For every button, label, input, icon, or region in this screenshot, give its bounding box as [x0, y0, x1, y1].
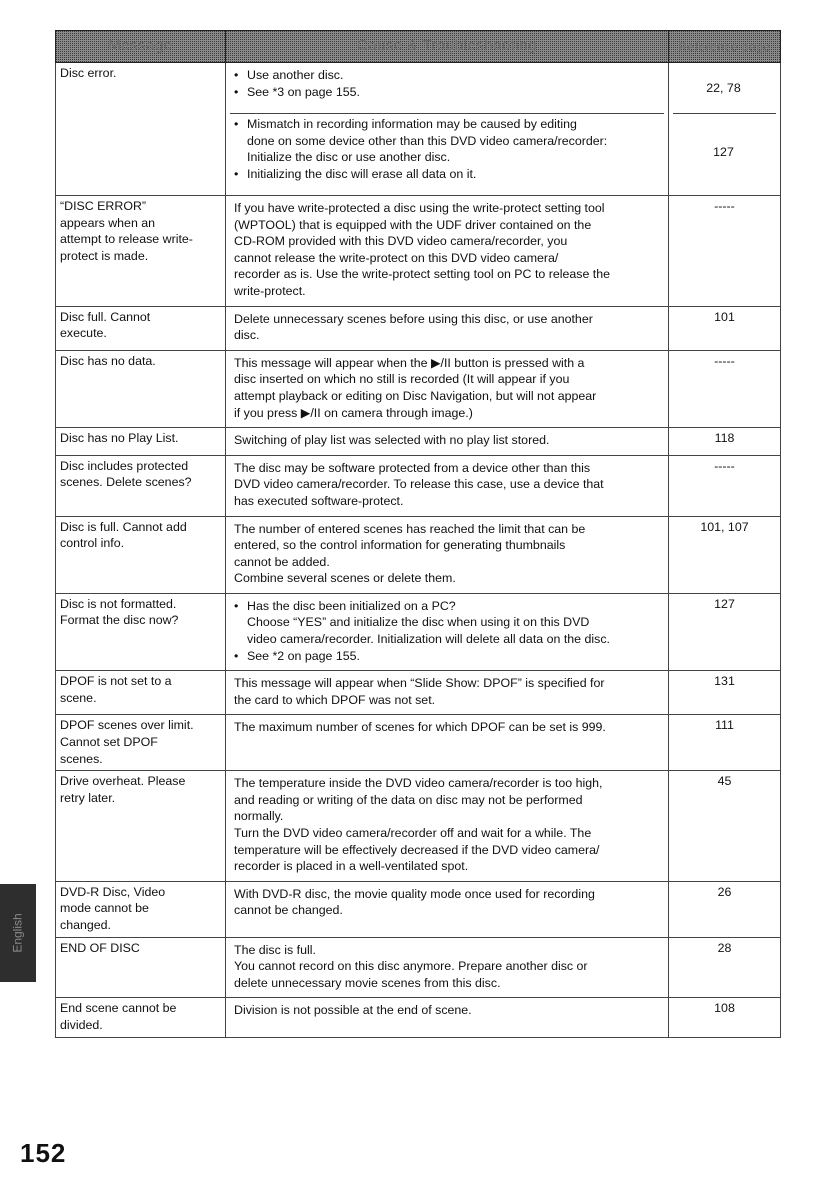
message-cell [56, 671, 226, 715]
cause-line: DVD video camera/recorder. To release this case, use a device that [234, 477, 604, 492]
reference-cell: 118 [669, 428, 781, 456]
cause-paragraph [234, 432, 658, 449]
cause-line: • See *3 on page 155. [234, 84, 658, 101]
cause-line: The temperature inside the DVD video camera/recorder is too high, [234, 776, 603, 791]
cause-line: entered, so the control information for generating thumbnails [234, 538, 566, 553]
message-cell [56, 196, 226, 307]
cause-paragraph [234, 675, 658, 708]
message-line: Disc is not formatted. [60, 596, 177, 611]
message-line: Disc has no Play List. [60, 431, 179, 446]
cause-line: done on some device other than this DVD video camera/recorder: [247, 133, 608, 148]
message-line: DVD-R Disc, Video [60, 884, 166, 899]
message-line: divided. [60, 1017, 103, 1032]
cause-line: You cannot record on this disc anymore. Prepare another disc or [234, 959, 588, 974]
cause-line: recorder is placed in a well-ventilated spot. [234, 859, 469, 874]
cause-cell [226, 350, 669, 427]
cause-line: Initialize the disc or use another disc. [247, 150, 451, 165]
message-line: Disc includes protected [60, 458, 189, 473]
reference-value: 127 [673, 113, 776, 192]
message-line: DPOF is not set to a [60, 674, 172, 689]
cause-line: • Has the disc been initialized on a PC? [234, 598, 658, 615]
cause-line: The maximum number of scenes for which DPOF can be set is 999. [234, 720, 606, 735]
message-cell [56, 455, 226, 516]
cause-line: If you have write-protected a disc using the write-protect setting tool [234, 201, 605, 215]
reference-cell: 28 [669, 937, 781, 998]
cause-group [230, 430, 664, 452]
reference-cell: 111 [669, 715, 781, 771]
message-line: Drive overheat. Please [60, 774, 186, 789]
table-row [56, 671, 781, 715]
message-line: attempt to release write- [60, 232, 193, 247]
cause-group [230, 65, 664, 113]
cause-line: The disc is full. [234, 942, 316, 957]
cause-paragraph [234, 886, 658, 919]
cause-line: disc inserted on which no still is recorded (It will appear if you [234, 372, 570, 387]
message-cell [56, 350, 226, 427]
cause-group [230, 198, 664, 303]
table-row [56, 428, 781, 456]
cause-line: The number of entered scenes has reached the limit that can be [234, 521, 586, 536]
cause-line: cannot be added. [234, 554, 330, 569]
header-reference: Reference page [669, 31, 781, 63]
header-cause: Cause & Troubleshooting [226, 31, 669, 63]
bullet-item [234, 116, 658, 166]
message-line: Cannot set DPOF [60, 735, 158, 750]
cause-line: and reading or writing of the data on disc may not be performed [234, 792, 583, 807]
cause-line: the card to which DPOF was not set. [234, 692, 436, 707]
reference-cell: 26 [669, 881, 781, 937]
cause-line: • Initializing the disc will erase all data on it. [234, 166, 658, 183]
cause-line: Choose “YES” and initialize the disc when using it on this DVD [247, 615, 590, 630]
message-line: Disc error. [60, 66, 117, 80]
reference-cell: ----- [669, 455, 781, 516]
cause-paragraph [234, 719, 658, 736]
message-line: execute. [60, 326, 107, 341]
bullet-item [234, 648, 658, 665]
table-body [56, 63, 781, 1038]
message-line: scenes. [60, 751, 103, 766]
table-row [56, 881, 781, 937]
cause-group [230, 884, 664, 922]
cause-line: disc. [234, 328, 260, 343]
cause-paragraph [234, 775, 658, 875]
cause-paragraph [234, 942, 658, 992]
cause-cell [226, 63, 669, 196]
cause-paragraph [234, 1002, 658, 1019]
cause-cell [226, 937, 669, 998]
cause-line: Turn the DVD video camera/recorder off and wait for a while. The [234, 826, 592, 840]
cause-line: This message will appear when the ▶/II button is pressed with a [234, 355, 585, 370]
cause-paragraph [234, 355, 658, 421]
page-number: 152 [20, 1138, 67, 1168]
troubleshooting-table-container [55, 30, 780, 1038]
cause-group [230, 596, 664, 667]
cause-line: recorder as is. Use the write-protect setting tool on PC to release the [234, 267, 611, 282]
cause-group [230, 717, 664, 739]
message-line: End scene cannot be [60, 1001, 177, 1016]
cause-paragraph [234, 311, 658, 344]
reference-cell: 101, 107 [669, 516, 781, 593]
bullet-item [234, 166, 658, 183]
table-row [56, 593, 781, 670]
message-cell [56, 516, 226, 593]
cause-line: Division is not possible at the end of scene. [234, 1003, 472, 1018]
table-row [56, 455, 781, 516]
reference-cell: ----- [669, 196, 781, 307]
cause-line: attempt playback or editing on Disc Navigation, but will not appear [234, 388, 597, 403]
message-line: Format the disc now? [60, 613, 179, 628]
cause-line: This message will appear when “Slide Show: DPOF” is specified for [234, 676, 605, 691]
cause-group [230, 940, 664, 995]
cause-line: The disc may be software protected from a device other than this [234, 460, 591, 475]
cause-line: normally. [234, 809, 284, 824]
table-row [56, 715, 781, 771]
cause-group [230, 1000, 664, 1022]
cause-line: delete unnecessary movie scenes from this disc. [234, 975, 501, 990]
message-line: END OF DISC [60, 940, 140, 955]
cause-line: has executed software-protect. [234, 493, 404, 508]
cause-paragraph [234, 200, 658, 300]
cause-cell [226, 455, 669, 516]
cause-line: Switching of play list was selected with no play list stored. [234, 433, 550, 448]
table-row [56, 937, 781, 998]
message-line: mode cannot be [60, 901, 149, 916]
cause-group [230, 458, 664, 513]
cause-paragraph [234, 460, 658, 510]
cause-line: • Use another disc. [234, 67, 658, 84]
message-cell [56, 937, 226, 998]
cause-paragraph [234, 521, 658, 587]
cause-line: temperature will be effectively decreased if the DVD video camera/ [234, 842, 600, 857]
message-line: “DISC ERROR” [60, 199, 147, 213]
table-row [56, 350, 781, 427]
reference-cell [669, 63, 781, 196]
table-row [56, 306, 781, 350]
cause-line: if you press ▶/II on camera through image.) [234, 405, 473, 420]
message-line: protect is made. [60, 248, 149, 263]
table-row [56, 196, 781, 307]
cause-group [230, 353, 664, 424]
cause-group [230, 113, 664, 192]
cause-cell [226, 196, 669, 307]
language-side-tab [0, 884, 36, 982]
cause-group [230, 673, 664, 711]
table-row [56, 998, 781, 1037]
cause-line: cannot release the write-protect on this DVD video camera/ [234, 250, 559, 265]
bullet-item [234, 598, 658, 648]
cause-cell [226, 881, 669, 937]
cause-line: video camera/recorder. Initialization will delete all data on the disc. [247, 632, 610, 647]
cause-line: • See *2 on page 155. [234, 648, 658, 665]
message-line: DPOF scenes over limit. [60, 718, 194, 733]
reference-cell: 45 [669, 771, 781, 882]
cause-group [230, 773, 664, 878]
message-line: control info. [60, 536, 125, 551]
table-row [56, 771, 781, 882]
message-cell [56, 998, 226, 1037]
message-line: Disc is full. Cannot add [60, 519, 187, 534]
message-line: scene. [60, 690, 97, 705]
bullet-item [234, 67, 658, 84]
message-line: scenes. Delete scenes? [60, 475, 192, 490]
reference-cell: 108 [669, 998, 781, 1037]
table-row [56, 516, 781, 593]
cause-cell [226, 671, 669, 715]
message-cell [56, 881, 226, 937]
cause-line: Delete unnecessary scenes before using this disc, or use another [234, 311, 593, 326]
reference-cell: 127 [669, 593, 781, 670]
message-line: Disc has no data. [60, 353, 156, 368]
cause-line: • Mismatch in recording information may be caused by editing [234, 116, 658, 133]
message-cell [56, 593, 226, 670]
reference-cell: 131 [669, 671, 781, 715]
cause-line: write-protect. [234, 283, 306, 298]
cause-line: (WPTOOL) that is equipped with the UDF driver contained on the [234, 217, 592, 232]
cause-cell [226, 516, 669, 593]
message-line: Disc full. Cannot [60, 309, 151, 324]
cause-group [230, 519, 664, 590]
message-cell [56, 428, 226, 456]
message-table [55, 30, 781, 1038]
table-row [56, 63, 781, 196]
cause-line: cannot be changed. [234, 903, 343, 918]
message-line: retry later. [60, 790, 116, 805]
reference-value: 22, 78 [706, 81, 741, 96]
side-tab-label: English [11, 913, 26, 953]
cause-group [230, 309, 664, 347]
table-header-row [56, 31, 781, 63]
cause-line: With DVD-R disc, the movie quality mode once used for recording [234, 886, 595, 901]
cause-cell [226, 715, 669, 771]
reference-cell: 101 [669, 306, 781, 350]
message-cell [56, 715, 226, 771]
message-cell [56, 771, 226, 882]
cause-cell [226, 593, 669, 670]
cause-line: CD-ROM provided with this DVD video camera/recorder, you [234, 234, 568, 249]
cause-cell [226, 428, 669, 456]
message-cell [56, 63, 226, 196]
cause-cell [226, 771, 669, 882]
cause-line: Combine several scenes or delete them. [234, 571, 456, 586]
header-message: Message [56, 31, 226, 63]
message-line: changed. [60, 917, 111, 932]
cause-cell [226, 306, 669, 350]
message-line: appears when an [60, 215, 156, 230]
bullet-item [234, 84, 658, 101]
message-cell [56, 306, 226, 350]
cause-cell [226, 998, 669, 1037]
reference-cell: ----- [669, 350, 781, 427]
